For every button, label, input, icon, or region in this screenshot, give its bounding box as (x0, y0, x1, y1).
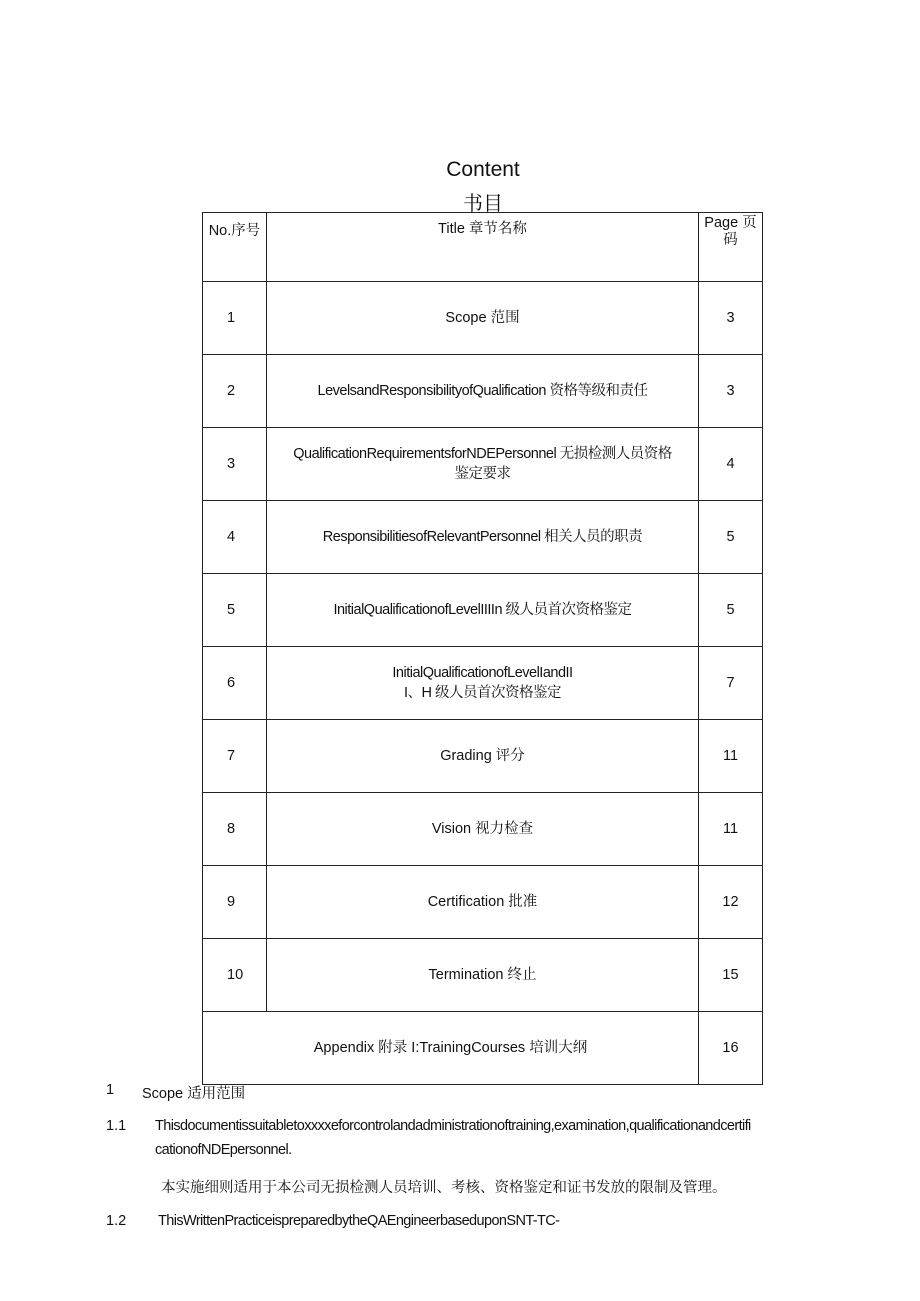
toc-row-no: 2 (203, 355, 267, 428)
header-page-line1: Page 页 (704, 215, 757, 231)
toc-row-title-line1: InitialQualificationofLevelIandII (392, 665, 573, 681)
toc-row-title-line1: QualificationRequirementsforNDEPersonnel 无损检测人员资格 (293, 446, 672, 462)
toc-row-title: InitialQualificationofLevelIIIIn 级人员首次资格鉴定 (267, 574, 699, 647)
content-title: Content (446, 158, 520, 181)
toc-row-no: 1 (203, 282, 267, 355)
toc-row-no: 8 (203, 793, 267, 866)
header-no: No.序号 (203, 213, 267, 282)
toc-row-no: 9 (203, 866, 267, 939)
toc-appendix-row (203, 1012, 763, 1085)
section-1-2-text-line1: ThisWrittenPracticeispreparedbytheQAEngineerbaseduponSNT-TC- (158, 1213, 560, 1229)
section-1-1-number: 1.1 (106, 1118, 127, 1134)
toc-row-title (267, 428, 699, 501)
toc-row-page: 5 (699, 501, 763, 574)
toc-row-page: 3 (699, 355, 763, 428)
toc-row-title-line2: I、H 级人员首次资格鉴定 (403, 685, 562, 701)
toc-row (203, 501, 763, 574)
header-page-line2: 码 (723, 232, 738, 248)
toc-row-page: 7 (699, 647, 763, 720)
toc-row-page: 12 (699, 866, 763, 939)
header-title: Title 章节名称 (267, 213, 699, 282)
toc-row-title: Termination 终止 (267, 939, 699, 1012)
toc-row (203, 355, 763, 428)
toc-row-title: ResponsibilitiesofRelevantPersonnel 相关人员的职责 (267, 501, 699, 574)
toc-header-row (203, 213, 763, 282)
toc-row (203, 866, 763, 939)
toc-row-page: 11 (699, 793, 763, 866)
toc-row-title: LevelsandResponsibilityofQualification 资格等级和责任 (267, 355, 699, 428)
toc-row-title: Certification 批准 (267, 866, 699, 939)
toc-row-title: Vision 视力检查 (267, 793, 699, 866)
toc-row-no: 10 (203, 939, 267, 1012)
toc-row (203, 574, 763, 647)
toc-row-no: 4 (203, 501, 267, 574)
toc-row-page: 3 (699, 282, 763, 355)
toc-row-no: 3 (203, 428, 267, 501)
toc-row (203, 793, 763, 866)
toc-row-title: Grading 评分 (267, 720, 699, 793)
section-1-2-number: 1.2 (106, 1213, 127, 1229)
toc-row-title: Scope 范围 (267, 282, 699, 355)
toc-row (203, 647, 763, 720)
toc-row (203, 282, 763, 355)
toc-row (203, 720, 763, 793)
toc-row-title (267, 647, 699, 720)
section-1-1-text-cn: 本实施细则适用于本公司无损检测人员培训、考核、资格鉴定和证书发放的限制及管理。 (161, 1180, 727, 1196)
toc-appendix-title: Appendix 附录 I:TrainingCourses 培训大纲 (203, 1012, 699, 1085)
toc-row-page: 4 (699, 428, 763, 501)
toc-row-no: 7 (203, 720, 267, 793)
section-1-1-text-line2: cationofNDEpersonnel. (155, 1142, 292, 1158)
toc-row-page: 15 (699, 939, 763, 1012)
header-page (699, 213, 763, 282)
toc-table (202, 212, 763, 1085)
section-1-title: Scope 适用范围 (142, 1086, 246, 1102)
toc-row-no: 5 (203, 574, 267, 647)
toc-appendix-page: 16 (699, 1012, 763, 1085)
toc-row-title-line2: 鉴定要求 (454, 466, 511, 482)
toc-row-page: 5 (699, 574, 763, 647)
toc-row (203, 939, 763, 1012)
section-1-1-text-line1: Thisdocumentissuitabletoxxxxeforcontrolandadministrationoftraining,examination,qualificationandcertifi (155, 1118, 751, 1134)
toc-row-no: 6 (203, 647, 267, 720)
content-title-cn: 书目 (463, 193, 503, 215)
toc-row (203, 428, 763, 501)
section-1-number: 1 (106, 1082, 115, 1098)
toc-row-page: 11 (699, 720, 763, 793)
